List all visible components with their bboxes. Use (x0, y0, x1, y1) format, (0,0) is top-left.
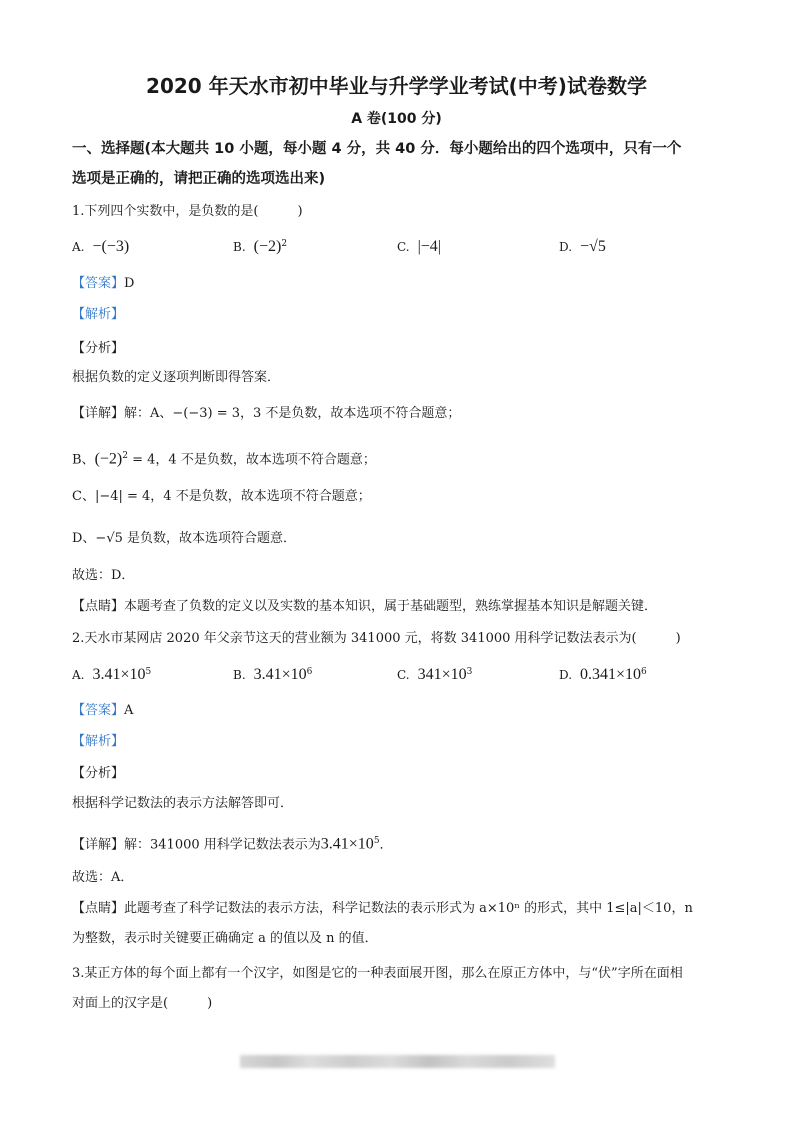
option-superscript: 3 (466, 667, 473, 677)
answer-tag: 【答案】 (72, 703, 125, 718)
dianjing-tag: 【点睛】 (72, 599, 125, 614)
option-label: D. (559, 240, 573, 254)
page-subtitle: A 卷(100 分) (351, 111, 442, 127)
dianjing-tag: 【点睛】 (72, 901, 125, 916)
detail-tag: 【详解】 (72, 837, 125, 853)
dianjing-text: 此题考查了科学记数法的表示方法，科学记数法的表示形式为 a×10ⁿ 的形式，其中 1≤|a|＜10，n (124, 901, 693, 916)
q1-detail-c: C、|−4| = 4，4 不是负数，故本选项不符合题意； (72, 489, 371, 504)
option-label: C. (397, 668, 410, 682)
q1-detail-d: D、−√5 是负数，故本选项符合题意． (72, 531, 297, 546)
q1-fenxi-text: 根据负数的定义逐项判断即得答案． (72, 370, 281, 385)
answer-value: D (124, 276, 135, 291)
q1-analysis-tag: 【解析】 (72, 307, 125, 322)
detail-math: (−2) (94, 450, 123, 468)
option-math: (−2) (253, 238, 282, 255)
detail-superscript: 2 (122, 451, 128, 461)
section-heading-line1: 一、选择题(本大题共 10 小题，每小题 4 分，共 40 分．每小题给出的四个选项中，只有一个 (72, 141, 682, 157)
detail-text: 解：341000 用科学记数法表示为 (124, 837, 321, 853)
q2-detail (72, 832, 393, 854)
q2-fenxi-text: 根据科学记数法的表示方法解答即可． (72, 796, 294, 811)
answer-tag: 【答案】 (72, 276, 125, 291)
option-math: 3.41×10 (92, 666, 146, 683)
q2-choose: 故选：A． (72, 870, 134, 885)
option-math: 3.41×10 (253, 666, 307, 683)
option-math: 0.341×10 (580, 666, 642, 683)
option-label: B. (233, 240, 246, 254)
detail-suffix: = 4，4 不是负数，故本选项不符合题意； (127, 452, 376, 468)
question-3-stem-line1: 3.某正方体的每个面上都有一个汉字，如图是它的一种表面展开图，那么在原正方体中，与“伏”字所在面相 (72, 966, 683, 981)
q2-fenxi-tag: 【分析】 (72, 766, 125, 781)
q1-dianjing (72, 598, 657, 616)
option-superscript: 5 (145, 667, 152, 677)
q2-option-d (559, 666, 647, 684)
q2-dianjing-line1 (72, 900, 693, 918)
detail-suffix: ． (379, 837, 393, 853)
q2-answer (72, 702, 133, 720)
option-superscript: 2 (281, 239, 288, 249)
q2-analysis-tag: 【解析】 (72, 734, 125, 749)
page-title: 2020 年天水市初中毕业与升学学业考试(中考)试卷数学 (146, 74, 647, 98)
option-label: C. (397, 240, 410, 254)
q1-choose: 故选：D． (72, 568, 135, 583)
option-math: −√5 (580, 238, 606, 255)
option-label: A. (72, 240, 85, 254)
q2-option-c (397, 666, 472, 684)
question-3-stem-line2: 对面上的汉字是( ) (72, 996, 213, 1011)
q1-fenxi-tag: 【分析】 (72, 341, 125, 356)
q2-option-a (72, 666, 151, 684)
detail-math: 3.41×10 (320, 835, 374, 853)
detail-superscript: 5 (373, 836, 380, 846)
q1-option-c (397, 238, 441, 256)
option-label: A. (72, 668, 85, 682)
q1-answer (72, 275, 134, 293)
q1-detail-b (72, 447, 376, 469)
question-1-stem: 1.下列四个实数中，是负数的是( ) (72, 204, 303, 219)
option-superscript: 6 (306, 667, 313, 677)
q1-option-d (559, 238, 606, 256)
q1-detail-a (72, 405, 460, 423)
option-math: |−4| (417, 238, 442, 255)
option-label: D. (559, 668, 573, 682)
section-heading-line2: 选项是正确的，请把正确的选项选出来) (72, 171, 326, 187)
option-label: B. (233, 668, 246, 682)
option-math: −(−3) (92, 238, 130, 255)
blurred-footer-watermark (240, 1055, 555, 1068)
detail-prefix: B、 (72, 452, 95, 468)
option-superscript: 6 (641, 667, 647, 677)
q2-option-b (233, 666, 312, 684)
q2-dianjing-line2: 为整数，表示时关键要正确确定 a 的值以及 n 的值． (72, 931, 378, 946)
dianjing-text: 本题考查了负数的定义以及实数的基本知识，属于基础题型，熟练掌握基本知识是解题关键． (124, 599, 658, 614)
option-math: 341×10 (417, 666, 467, 683)
q1-option-a (72, 238, 129, 256)
detail-text: 解：A、−(−3) = 3，3 不是负数，故本选项不符合题意； (124, 406, 461, 421)
question-2-stem: 2.天水市某网店 2020 年父亲节这天的营业额为 341000 元，将数 341000 用科学记数法表示为( ) (72, 631, 681, 646)
q1-option-b (233, 238, 287, 256)
detail-tag: 【详解】 (72, 406, 125, 421)
answer-value: A (124, 703, 134, 718)
